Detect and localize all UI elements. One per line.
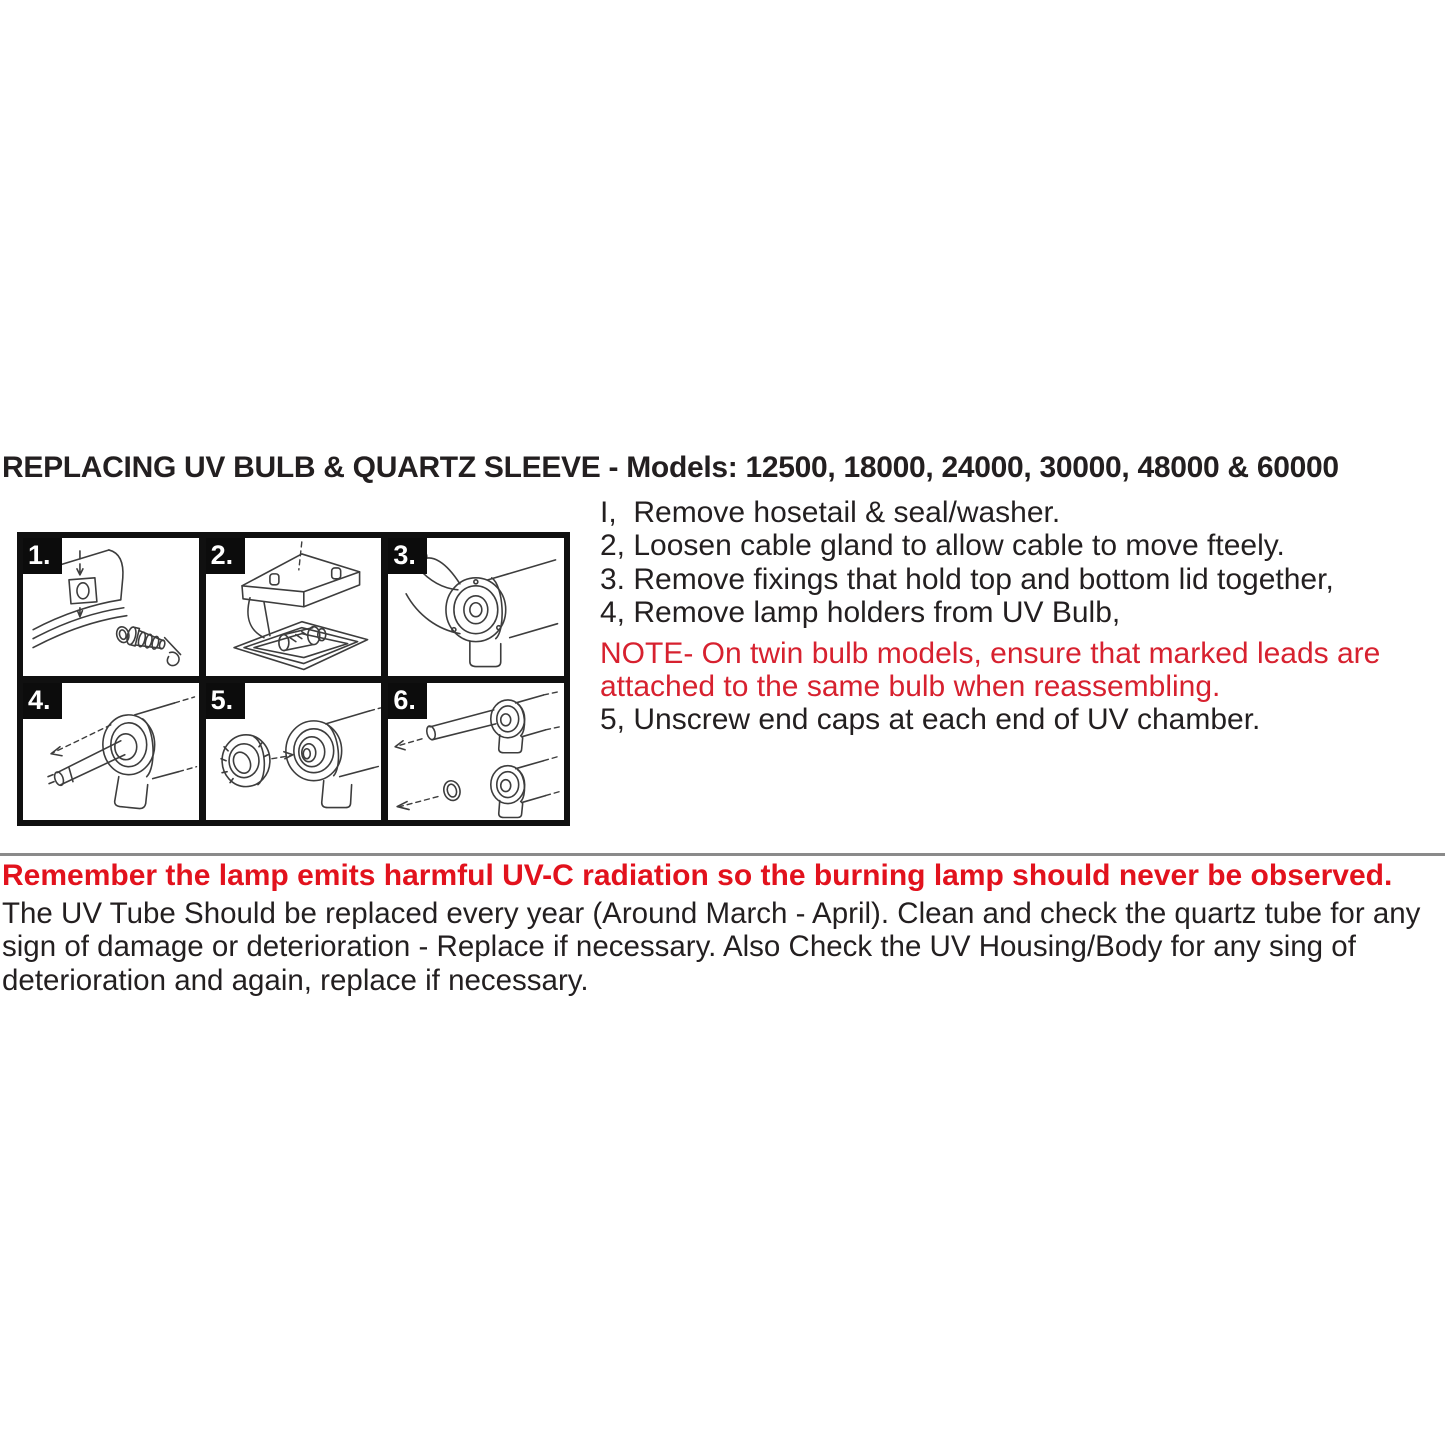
panel-number-badge: 5. <box>206 683 245 719</box>
page-title: REPLACING UV BULB & QUARTZ SLEEVE - Models: 12500, 18000, 24000, 30000, 48000 & 60000 <box>2 451 1339 484</box>
instruction-steps <box>600 496 1334 630</box>
panel-number-badge: 1. <box>23 538 62 574</box>
step-line-2: 2, Loosen cable gland to allow cable to move fteely. <box>600 529 1285 563</box>
maintenance-paragraph <box>2 897 1420 997</box>
panel-number-badge: 6. <box>388 683 427 719</box>
panel-number-badge: 4. <box>23 683 62 719</box>
maintenance-line-3: deterioration and again, replace if necessary. <box>2 963 589 997</box>
step-line-1: I, Remove hosetail & seal/washer. <box>600 496 1061 529</box>
note-line-2: attached to the same bulb when reassembling. <box>600 670 1221 704</box>
note-line-1: NOTE- On twin bulb models, ensure that marked leads are <box>600 637 1381 670</box>
diagram-grid <box>17 532 570 826</box>
uvc-warning-headline: Remember the lamp emits harmful UV-C radiation so the burning lamp should never be observed. <box>2 859 1393 892</box>
twin-bulb-note <box>600 637 1380 704</box>
section-divider <box>0 853 1445 856</box>
step-line-5: 5, Unscrew end caps at each end of UV chamber. <box>600 703 1261 736</box>
step-line-3: 3. Remove fixings that hold top and bottom lid together, <box>600 562 1334 596</box>
step-line-4: 4, Remove lamp holders from UV Bulb, <box>600 596 1121 630</box>
panel-number-badge: 3. <box>388 538 427 574</box>
maintenance-line-2: sign of damage or deterioration - Replace if necessary. Also Check the UV Housing/Body for any sing of <box>2 930 1356 964</box>
panel-number-badge: 2. <box>206 538 245 574</box>
maintenance-line-1: The UV Tube Should be replaced every year (Around March - April). Clean and check the quartz tube for any <box>2 897 1421 930</box>
diagram-panel-5 <box>206 683 382 821</box>
diagram-panel-4 <box>23 683 199 821</box>
diagram-panel-6 <box>388 683 564 821</box>
diagram-panel-1 <box>23 538 199 676</box>
diagram-panel-2 <box>206 538 382 676</box>
diagram-panel-3 <box>388 538 564 676</box>
